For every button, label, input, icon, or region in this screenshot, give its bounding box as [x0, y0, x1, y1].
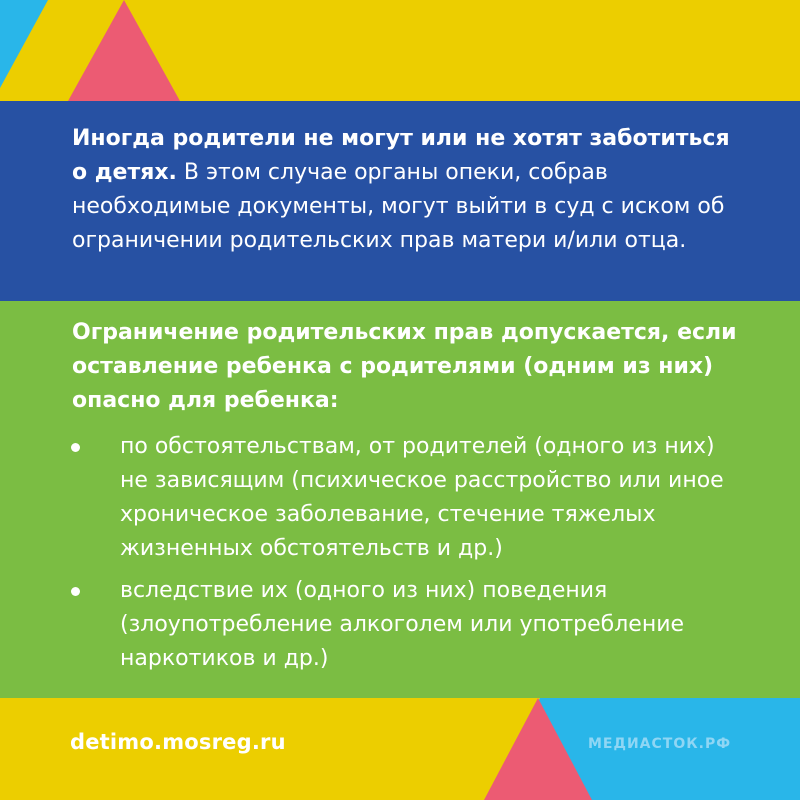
- top-decor-band: [0, 0, 800, 101]
- bullet-dot-icon: [71, 443, 80, 452]
- intro-body: В этом случае органы опеки, собрав необходимые документы, могут выйти в суд с иском об ограничении родительских прав матери и/или отца.: [72, 160, 725, 253]
- intro-text: [72, 122, 752, 258]
- cyan-corner-shape: [0, 0, 48, 88]
- intro-bold-lead: Иногда родители не могут или не хотят заботиться о детях.: [72, 126, 730, 185]
- conditions-list: [0, 430, 800, 676]
- conditions-heading: Ограничение родительских прав допускается, если оставление ребенка с родителями (одним из них) опасно для ребенка:: [72, 320, 737, 413]
- brand-logo-text: МЕДИАСТОК.РФ: [588, 736, 732, 752]
- pink-triangle-shape: [68, 0, 180, 101]
- site-url: detimo.mosreg.ru: [70, 730, 286, 754]
- list-item-text: по обстоятельствам, от родителей (одного из них) не зависящим (психическое расстройство или иное хроническое заболевание, стечение тяжелых жизненных обстоятельств и др.): [120, 434, 724, 561]
- list-item: [0, 430, 740, 566]
- list-item: [0, 574, 740, 676]
- pink-triangle-shape: [484, 698, 592, 800]
- bullet-dot-icon: [71, 587, 80, 596]
- list-item-text: вследствие их (одного из них) поведения (злоупотребление алкоголем или употребление наркотиков и др.): [120, 578, 685, 671]
